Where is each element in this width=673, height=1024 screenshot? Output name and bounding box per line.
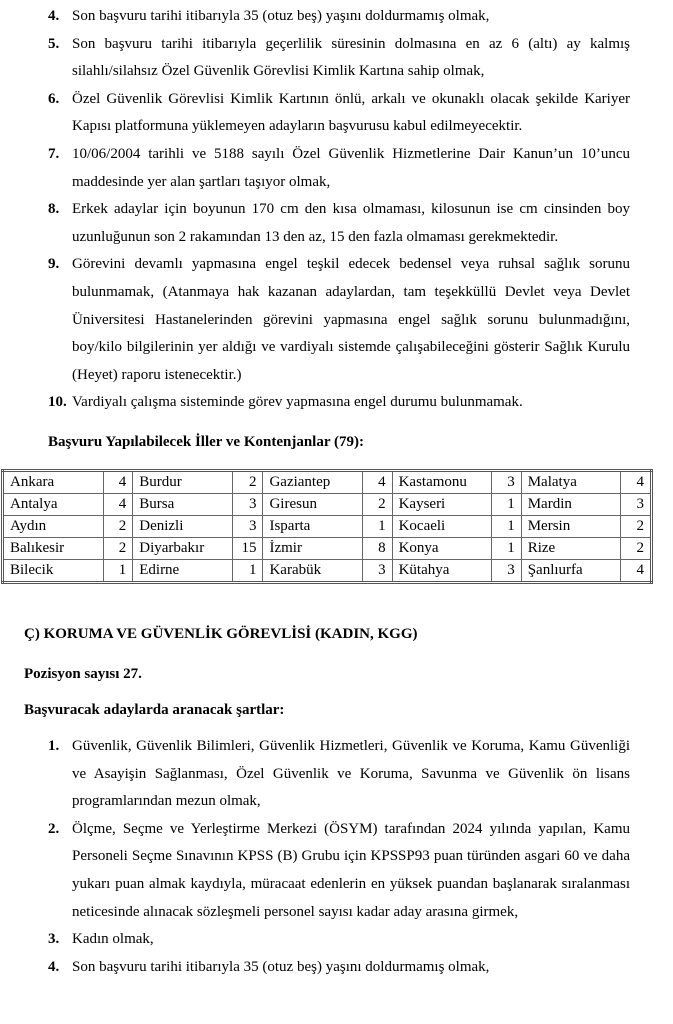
- list-item-text: Son başvuru tarihi itibarıyla 35 (otuz beş) yaşını doldurmamış olmak,: [72, 8, 490, 24]
- city-name-cell: Burdur: [133, 471, 233, 494]
- list-item: [48, 954, 630, 982]
- cities-quota-heading: Başvuru Yapılabilecek İller ve Kontenjanlar (79):: [48, 434, 364, 450]
- city-name-cell: Mersin: [521, 516, 621, 538]
- list-item: [48, 196, 630, 251]
- table-row: [3, 538, 652, 560]
- city-name-cell: Bilecik: [3, 560, 104, 583]
- list-item: [48, 141, 630, 196]
- city-quota-cell: 4: [621, 560, 652, 583]
- list-item-number: 10.: [48, 394, 67, 411]
- list-item-text: Son başvuru tarihi itibarıyla geçerlilik süresinin dolmasına en az 6 (altı) ay kalmış silahlı/silahsız Özel Güvenlik Görevlisi Kimlik Kartına sahip olmak,: [72, 35, 630, 80]
- list-item: [48, 816, 630, 926]
- city-quota-cell: 4: [363, 471, 393, 494]
- city-quota-cell: 3: [492, 560, 522, 583]
- city-name-cell: Denizli: [133, 516, 233, 538]
- list-item: [48, 251, 630, 389]
- city-quota-cell: 1: [363, 516, 393, 538]
- city-name-cell: Antalya: [3, 494, 104, 516]
- city-name-cell: Kastamonu: [392, 471, 492, 494]
- list-item-text: Özel Güvenlik Görevlisi Kimlik Kartının önlü, arkalı ve okunaklı olacak şekilde Kariyer Kapısı platformuna yüklemeyen adayların başvurusu kabul edilmeyecektir.: [72, 90, 630, 135]
- city-name-cell: Şanlıurfa: [521, 560, 621, 583]
- list-item: [48, 86, 630, 141]
- list-item-number: 7.: [48, 145, 60, 162]
- city-quota-cell: 3: [232, 516, 263, 538]
- city-name-cell: Diyarbakır: [133, 538, 233, 560]
- city-name-cell: Kütahya: [392, 560, 492, 583]
- list-item-text: 10/06/2004 tarihli ve 5188 sayılı Özel Güvenlik Hizmetlerine Dair Kanun’un 10’uncu maddesinde yer alan şartları taşıyor olmak,: [72, 145, 630, 190]
- list-item: [48, 389, 630, 417]
- list-item-text: Son başvuru tarihi itibarıyla 35 (otuz beş) yaşını doldurmamış olmak,: [72, 958, 490, 975]
- list-item-text: Güvenlik, Güvenlik Bilimleri, Güvenlik Hizmetleri, Güvenlik ve Koruma, Kamu Güvenliği ve Asayişin Sağlanması, Özel Güvenlik ve Koruma, Savunma ve Güvenlik ön lisans programlarından mezun olmak,: [72, 738, 630, 810]
- requirements-list: [48, 733, 630, 981]
- list-item: [48, 3, 630, 31]
- table-row: [3, 494, 652, 516]
- city-name-cell: Bursa: [133, 494, 233, 516]
- list-item-text: Görevini devamlı yapmasına engel teşkil edecek bedensel veya ruhsal sağlık sorunu bulunmamak, (Atanmaya hak kazanan adaylardan, tam teşekküllü Devlet veya Devlet Üniversitesi Hastanelerinden görevini yapmasına engel sağlık sorunu bulunmadığını, boy/kilo bilgilerinin yer aldığı ve vardiyalı sistemde çalışabileceğini gösterir Sağlık Kurulu (Heyet) raporu istenecektir.): [72, 256, 630, 383]
- list-item-number: 2.: [48, 820, 60, 837]
- city-name-cell: Ankara: [3, 471, 104, 494]
- city-quota-cell: 8: [363, 538, 393, 560]
- list-item-number: 8.: [48, 201, 60, 218]
- city-name-cell: Kocaeli: [392, 516, 492, 538]
- list-item: [48, 733, 630, 816]
- list-item-number: 5.: [48, 35, 60, 52]
- list-item: [48, 926, 630, 954]
- city-quota-cell: 4: [621, 471, 652, 494]
- list-item-number: 6.: [48, 90, 60, 107]
- city-quota-cell: 4: [103, 471, 133, 494]
- list-item-number: 9.: [48, 256, 60, 273]
- list-item-text: Vardiyalı çalışma sisteminde görev yapmasına engel durumu bulunmamak.: [72, 394, 523, 411]
- city-quota-cell: 2: [232, 471, 263, 494]
- city-quota-cell: 2: [363, 494, 393, 516]
- city-name-cell: Balıkesir: [3, 538, 104, 560]
- city-quota-cell: 1: [232, 560, 263, 583]
- table-row: [3, 560, 652, 583]
- city-name-cell: Rize: [521, 538, 621, 560]
- city-name-cell: Malatya: [521, 471, 621, 494]
- city-quota-cell: 1: [492, 538, 522, 560]
- list-item-number: 4.: [48, 958, 60, 975]
- city-name-cell: Mardin: [521, 494, 621, 516]
- city-quota-cell: 3: [621, 494, 652, 516]
- city-name-cell: Isparta: [263, 516, 363, 538]
- city-quota-cell: 2: [621, 516, 652, 538]
- list-item-text: Erkek adaylar için boyunun 170 cm den kısa olmaması, kilosunun ise cm cinsinden boy uzunluğunun son 2 rakamından 13 den az, 15 den fazla olmaması gerekmektedir.: [72, 201, 630, 245]
- city-quota-cell: 2: [621, 538, 652, 560]
- list-item: [48, 31, 630, 86]
- city-quota-cell: 2: [103, 516, 133, 538]
- city-quota-cell: 1: [492, 516, 522, 538]
- cities-quota-table: [1, 469, 653, 584]
- city-name-cell: Aydın: [3, 516, 104, 538]
- position-count: Pozisyon sayısı 27.: [24, 666, 142, 682]
- city-name-cell: Karabük: [263, 560, 363, 583]
- requirements-list-continued: [48, 3, 630, 417]
- section-title: Ç) KORUMA VE GÜVENLİK GÖREVLİSİ (KADIN, KGG): [24, 626, 418, 642]
- list-item-number: 1.: [48, 738, 60, 754]
- city-name-cell: Gaziantep: [263, 471, 363, 494]
- city-name-cell: Edirne: [133, 560, 233, 583]
- city-quota-cell: 3: [363, 560, 393, 583]
- list-item-number: 4.: [48, 8, 60, 24]
- list-item-number: 3.: [48, 931, 60, 948]
- city-name-cell: Kayseri: [392, 494, 492, 516]
- table-row: [3, 516, 652, 538]
- city-quota-cell: 1: [492, 494, 522, 516]
- list-item-text: Kadın olmak,: [72, 931, 154, 948]
- city-quota-cell: 3: [232, 494, 263, 516]
- list-item-text: Ölçme, Seçme ve Yerleştirme Merkezi (ÖSYM) tarafından 2024 yılında yapılan, Kamu Personeli Seçme Sınavının KPSS (B) Grubu için KPSSP93 puan türünden asgari 60 ve daha yukarı puan almak kaydıyla, müracaat edenlerin en yüksek puandan başlanarak sıralanması neticesinde alınacak sözleşmeli personel sayısı kadar aday arasına girmek,: [72, 820, 630, 920]
- city-quota-cell: 4: [103, 494, 133, 516]
- city-quota-cell: 15: [232, 538, 263, 560]
- city-quota-cell: 3: [492, 471, 522, 494]
- city-quota-cell: 1: [103, 560, 133, 583]
- city-name-cell: İzmir: [263, 538, 363, 560]
- city-quota-cell: 2: [103, 538, 133, 560]
- requirements-heading: Başvuracak adaylarda aranacak şartlar:: [24, 702, 285, 718]
- city-name-cell: Giresun: [263, 494, 363, 516]
- city-name-cell: Konya: [392, 538, 492, 560]
- table-row: [3, 471, 652, 494]
